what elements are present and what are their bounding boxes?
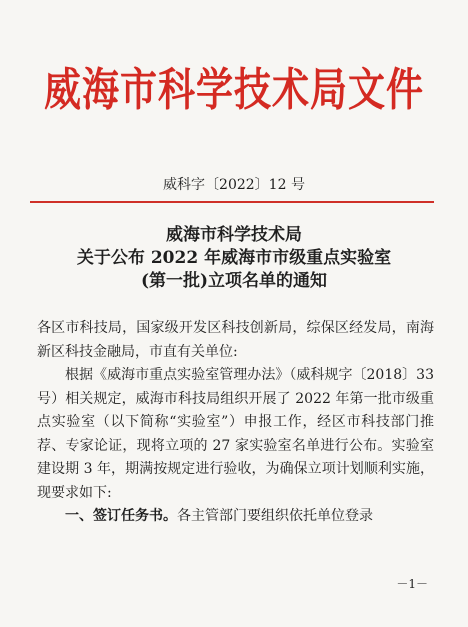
title-line-1: 威海市科学技术局 [166, 225, 302, 245]
document-number: 威科字〔2022〕12 号 [163, 177, 305, 193]
document-masthead: 威海市科学技术局文件 [44, 62, 424, 117]
section-1-text: 各主管部门要组织依托单位登录 [177, 508, 373, 524]
title-line-2: 关于公布 2022 年威海市市级重点实验室 [76, 248, 392, 268]
section-1-heading: 一、签订任务书。 [65, 508, 177, 524]
red-separator-line [30, 201, 434, 203]
body-paragraph-1: 根据《威海市重点实验室管理办法》（威科规字〔2018〕33 号）相关规定，威海市科技局组织开展了 2022 年第一批市级重点实验室（以下简称“实验室”）申报工作，经区市科技部门推荐、专家论证，现将立项的 27 家实验室名单进行公布。实验室建设期 3 年，期满按规定进行验收，为确保立项计划顺利实施，现要求如下: [37, 367, 434, 501]
notice-title [0, 224, 468, 293]
page-number: －1－ [396, 577, 428, 591]
addressee-paragraph: 各区市科技局，国家级开发区科技创新局，综保区经发局，南海新区科技金融局，市直有关单位: [37, 320, 434, 360]
section-1-paragraph [37, 505, 434, 529]
title-line-3: (第一批)立项名单的通知 [140, 271, 328, 291]
